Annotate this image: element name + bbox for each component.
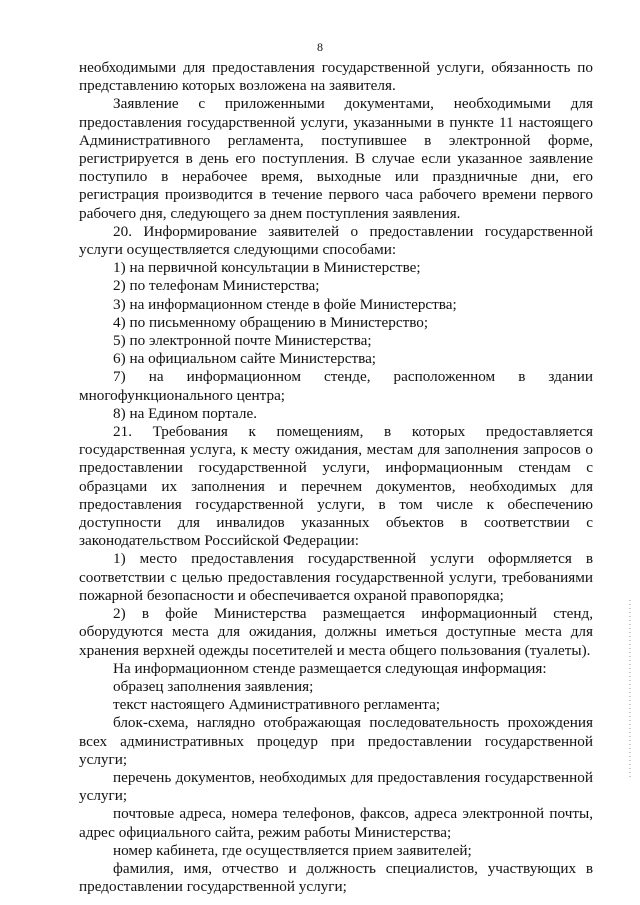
list-item: 1) на первичной консультации в Министерстве; [113,259,421,277]
list-item: 8) на Едином портале. [113,404,258,422]
list-item: 5) по электронной почте Министерства; [113,332,372,350]
scan-edge-marks [629,600,631,780]
list-item: 2) в фойе Министерства размещается информационный стенд, оборудуются места для ожидания, должны иметься доступные места для хранения верхней одежды посетителей и места общего пользования (туалеты). [79,605,593,659]
list-item: номер кабинета, где осуществляется прием заявителей; [113,841,472,859]
list-item: перечень документов, необходимых для предоставления государственной услуги; [79,768,593,805]
document-body [79,59,593,896]
paragraph-item-20: 20. Информирование заявителей о предоставлении государственной услуги осуществляется следующими способами: [79,222,593,259]
paragraph-item-21: 21. Требования к помещениям, в которых предоставляется государственная услуга, к месту ожидания, местам для заполнения запросов о предоставлении государственной услуги, информационным стендам с образцами их заполнения и перечнем документов, необходимых для предоставления государственной услуги, в том числе к обеспечению доступности для инвалидов указанных объектов в соответствии с законодательством Российской Федерации: [79,423,593,550]
paragraph: необходимыми для предоставления государственной услуги, обязанность по представлению которых возложена на заявителя. [79,59,593,95]
list-item: образец заполнения заявления; [113,677,314,695]
paragraph: На информационном стенде размещается следующая информация: [113,659,547,677]
paragraph: Заявление с приложенными документами, необходимыми для предоставления государственной услуги, указанными в пункте 11 настоящего Административного регламента, поступившее в электронной форме, регистрируется в день его поступления. В случае если указанное заявление поступило в нерабочее время, выходные или праздничные дни, его регистрация производится в течение первого часа рабочего времени первого рабочего дня, следующего за днем поступления заявления. [79,95,593,222]
list-item: 7) на информационном стенде, расположенном в здании многофункционального центра; [79,368,593,404]
list-item: блок-схема, наглядно отображающая последовательность прохождения всех административных процедур при предоставлении государственной услуги; [79,714,593,768]
list-item: 3) на информационном стенде в фойе Министерства; [113,295,457,313]
page-number: 8 [317,40,323,54]
list-item: текст настоящего Административного регламента; [113,696,441,714]
list-item: 2) по телефонам Министерства; [113,277,320,295]
list-item: 4) по письменному обращению в Министерство; [113,313,429,331]
list-item: почтовые адреса, номера телефонов, факсов, адреса электронной почты, адрес официального сайта, режим работы Министерства; [79,805,593,841]
list-item: фамилия, имя, отчество и должность специалистов, участвующих в предоставлении государственной услуги; [79,859,593,896]
list-item: 6) на официальном сайте Министерства; [113,350,377,368]
list-item: 1) место предоставления государственной услуги оформляется в соответствии с целью предоставления государственной услуги, требованиями пожарной безопасности и обеспечивается охраной правопорядка; [79,550,593,604]
